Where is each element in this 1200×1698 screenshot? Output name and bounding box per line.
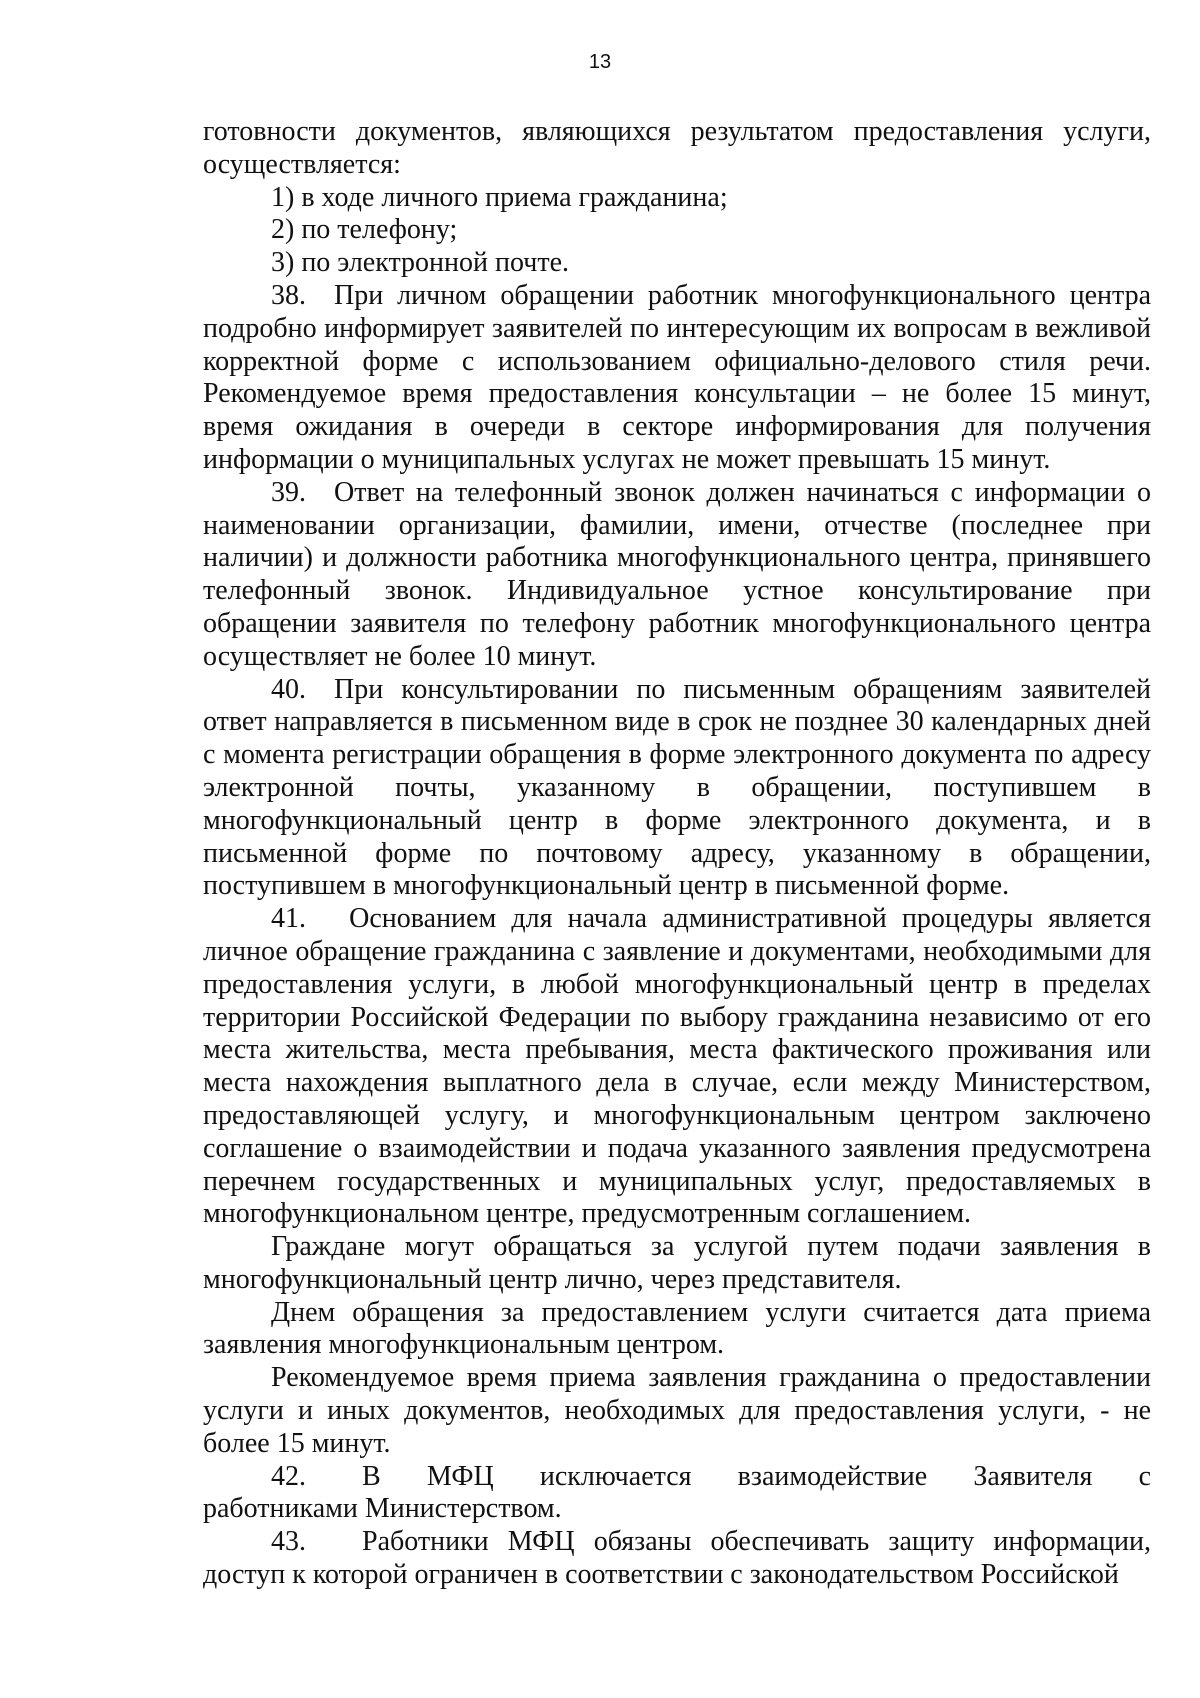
page-number: 13: [588, 51, 612, 73]
list-item-personal-visit: 1) в ходе личного приема гражданина;: [271, 181, 728, 213]
list-item-email: 3) по электронной почте.: [271, 247, 569, 279]
paragraph-reception-time: Рекомендуемое время приема заявления гражданина о предоставлении услуги и иных документов, необходимых для предоставления услуги, - не более 15 минут.: [203, 1362, 1151, 1459]
document-body: [203, 116, 1151, 1592]
list-item-phone: 2) по телефону;: [271, 214, 458, 246]
paragraph-application-date: Днем обращения за предоставлением услуги считается дата приема заявления многофункциональным центром.: [203, 1296, 1151, 1361]
paragraph-40: 40. При консультировании по письменным обращениям заявителей ответ направляется в письменном виде в срок не позднее 30 календарных дней с момента регистрации обращения в форме электронного документа по адресу электронной почты, указанному в обращении, поступившем в многофункциональный центр в форме электронного документа, и в письменной форме по почтовому адресу, указанному в обращении, поступившем в многофункциональный центр в письменной форме.: [203, 673, 1151, 902]
paragraph-citizens-apply: Граждане могут обращаться за услугой путем подачи заявления в многофункциональный центр лично, через представителя.: [203, 1231, 1151, 1295]
paragraph-39: 39. Ответ на телефонный звонок должен начинаться с информации о наименовании организации, фамилии, имени, отчестве (последнее при наличии) и должности работника многофункционального центра, принявшего телефонный звонок. Индивидуальное устное консультирование при обращении заявителя по телефону работник многофункционального центра осуществляет не более 10 минут.: [203, 476, 1151, 672]
paragraph-continuation: готовности документов, являющихся результатом предоставления услуги, осуществляется:: [203, 116, 1151, 180]
paragraph-42: 42. В МФЦ исключается взаимодействие Заявителя с работниками Министерством.: [203, 1460, 1151, 1525]
paragraph-41: 41. Основанием для начала административной процедуры является личное обращение гражданина с заявление и документами, необходимыми для предоставления услуги, в любой многофункциональный центр в пределах территории Российской Федерации по выбору гражданина независимо от его места жительства, места пребывания, места фактического проживания или места нахождения выплатного дела в случае, если между Министерством, предоставляющей услугу, и многофункциональным центром заключено соглашение о взаимодействии и подача указанного заявления предусмотрена перечнем государственных и муниципальных услуг, предоставляемых в многофункциональном центре, предусмотренным соглашением.: [203, 903, 1151, 1230]
paragraph-43: 43. Работники МФЦ обязаны обеспечивать защиту информации, доступ к которой ограничен в соответствии с законодательством Российской: [203, 1526, 1151, 1591]
paragraph-38: 38. При личном обращении работник многофункционального центра подробно информирует заявителей по интересующим их вопросам в вежливой корректной форме с использованием официально-делового стиля речи. Рекомендуемое время предоставления консультации – не более 15 минут, время ожидания в очереди в секторе информирования для получения информации о муниципальных услугах не может превышать 15 минут.: [203, 279, 1151, 475]
